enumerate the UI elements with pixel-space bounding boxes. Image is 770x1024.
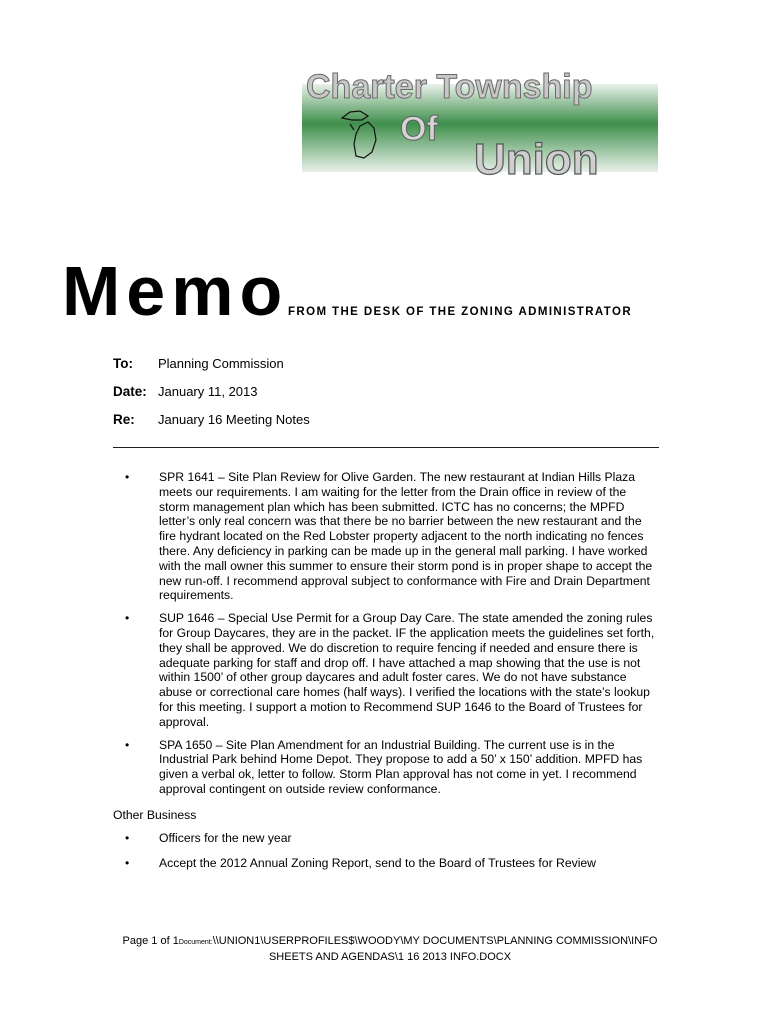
header-divider: [113, 447, 659, 448]
date-row: [113, 384, 258, 399]
re-label: Re:: [113, 412, 135, 427]
logo-line3: Union: [474, 135, 599, 180]
memo-subtitle: FROM THE DESK OF THE ZONING ADMINISTRATOR: [288, 306, 633, 318]
memo-title: Memo: [62, 252, 289, 330]
to-row: [113, 356, 284, 371]
agenda-items: [113, 470, 673, 797]
re-value: January 16 Meeting Notes: [158, 412, 310, 427]
footer-line1: [110, 934, 670, 950]
to-value: Planning Commission: [158, 356, 284, 371]
to-label: To:: [113, 356, 133, 371]
page-number: Page 1 of 1: [122, 935, 179, 947]
date-value: January 11, 2013: [158, 384, 258, 399]
other-business-items: [113, 831, 673, 871]
document-path-line1: \\UNION1\USERPROFILES$\WOODY\MY DOCUMENTS\PLANNING COMMISSION\INFO: [212, 935, 658, 947]
page-footer: [110, 934, 670, 965]
list-item: • Officers for the new year: [113, 831, 673, 846]
date-label: Date:: [113, 384, 147, 399]
document-label: Document:: [178, 939, 213, 946]
township-logo: [302, 66, 658, 180]
other-business-heading: Other Business: [113, 808, 197, 822]
list-item: • SPA 1650 – Site Plan Amendment for an Industrial Building. The current use is in the Industrial Park behind Home Depot. They propose to add a 50’ x 150’ addition. MPFD has given a verbal ok, letter to follow. Storm Plan approval has not come in yet. I recommend approval contingent on outside review conformance.: [113, 738, 673, 797]
list-item: • Accept the 2012 Annual Zoning Report, send to the Board of Trustees for Review: [113, 856, 673, 871]
list-item: • SUP 1646 – Special Use Permit for a Group Day Care. The state amended the zoning rules for Group Daycares, they are in the packet. IF the application meets the guidelines set forth, they shall be approved. We do discretion to require fencing if needed and ensure there is adequate parking for staff and drop off. I have attached a map showing that the use is not within 1500’ of other group daycares and adult foster cares. We do not have substance abuse or correctional care homes (half ways). I verified the locations with the state’s lookup for this meeting. I support a motion to Recommend SUP 1646 to the Board of Trustees for approval.: [113, 611, 673, 729]
document-path-line2: SHEETS AND AGENDAS\1 16 2013 INFO.DOCX: [268, 951, 512, 963]
re-row: [113, 412, 310, 427]
logo-line1: Charter Township: [306, 68, 593, 106]
logo-line2: Of: [400, 110, 438, 148]
list-item: • SPR 1641 – Site Plan Review for Olive Garden. The new restaurant at Indian Hills Plaza meets our requirements. I am waiting for the letter from the Drain office in review of the storm management plan which has been submitted. ICTC has no concerns; the MPFD letter’s only real concern was that there be no barrier between the new restaurant and the fire hydrant located on the Red Lobster property adjacent to the north indicating no fences there. Any deficiency in parking can be made up in the general mall parking. I have worked with the mall owner this summer to ensure their storm pond is in proper shape to accept the new run-off. I recommend approval subject to conformance with Fire and Drain Department requirements.: [113, 470, 673, 603]
